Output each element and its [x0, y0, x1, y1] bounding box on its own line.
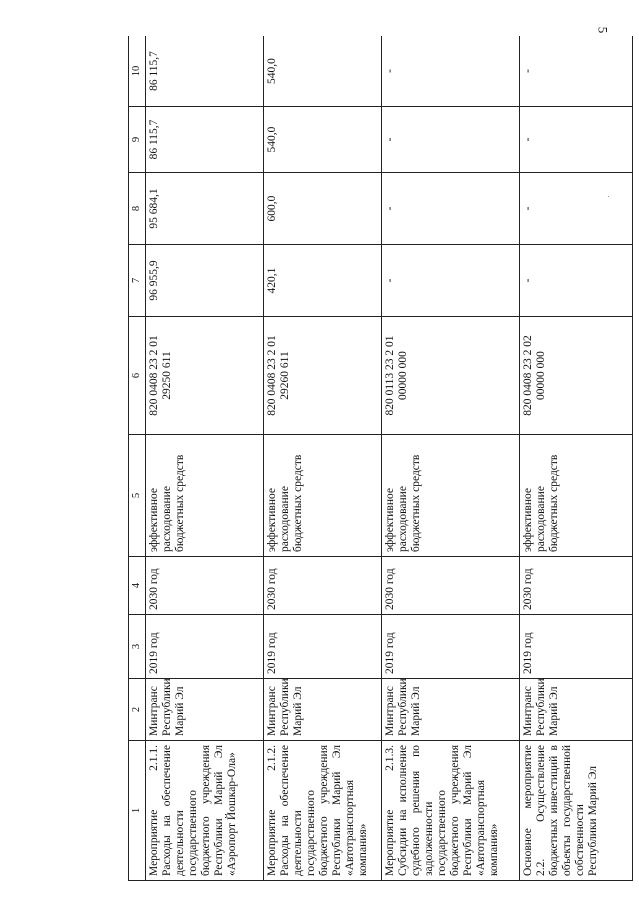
header-cell-5: 5	[129, 435, 146, 557]
result-cell: эффективное расходование бюджетных средств	[264, 435, 382, 557]
table-row	[520, 36, 633, 881]
result-cell: эффективное расходование бюджетных средств	[520, 435, 633, 557]
event-cell: Основное мероприятие 2.2. Осуществление бюджетных инвестиций в объекты государственной собственности Республики Марий Эл	[520, 741, 633, 881]
executor-cell: Минтранс Республики Марий Эл	[520, 679, 633, 741]
value-cell-8: 95 684,1	[146, 173, 264, 245]
value-cell-8: -	[382, 173, 520, 245]
event-cell: Мероприятие 2.1.3. Субсидии на исполнение судебного решения по задолженности государственного бюджетного учреждения Республики Марий Эл «Автотранспортная компания»	[382, 741, 520, 881]
end-cell: 2030 год	[382, 557, 520, 615]
table-row	[382, 36, 520, 881]
value-cell-10: -	[520, 36, 633, 107]
header-cell-4: 4	[129, 557, 146, 615]
header-cell-3: 3	[129, 615, 146, 679]
rotated-table-wrapper	[128, 36, 633, 881]
result-cell: эффективное расходование бюджетных средств	[146, 435, 264, 557]
executor-cell: Минтранс Республики Марий Эл	[382, 679, 520, 741]
value-cell-9: 540,0	[264, 107, 382, 173]
header-cell-10: 10	[129, 36, 146, 107]
code-cell: 820 0408 23 2 01 29250 611	[146, 317, 264, 435]
code-cell: 820 0113 23 2 01 00000 000	[382, 317, 520, 435]
result-cell: эффективное расходование бюджетных средств	[382, 435, 520, 557]
code-cell: 820 0408 23 2 02 00000 000	[520, 317, 633, 435]
end-cell: 2030 год	[264, 557, 382, 615]
scan-speck	[608, 196, 609, 197]
value-cell-9: -	[520, 107, 633, 173]
header-row	[129, 36, 146, 881]
value-cell-7: -	[520, 245, 633, 317]
page-number: 5	[594, 26, 610, 34]
value-cell-10: 540,0	[264, 36, 382, 107]
start-cell: 2019 год	[146, 615, 264, 679]
header-cell-8: 8	[129, 173, 146, 245]
value-cell-10: -	[382, 36, 520, 107]
budget-table	[128, 36, 633, 881]
executor-cell: Минтранс Республики Марий Эл	[264, 679, 382, 741]
value-cell-7: -	[382, 245, 520, 317]
value-cell-7: 96 955,9	[146, 245, 264, 317]
event-cell: Мероприятие 2.1.2. Расходы на обеспечение деятельности государственного бюджетного учреждения Республики Марий Эл «Автотранспортная компания»	[264, 741, 382, 881]
header-cell-6: 6	[129, 317, 146, 435]
header-cell-7: 7	[129, 245, 146, 317]
value-cell-9: -	[382, 107, 520, 173]
header-cell-2: 2	[129, 679, 146, 741]
start-cell: 2019 год	[382, 615, 520, 679]
event-cell: Мероприятие 2.1.1. Расходы на обеспечение деятельности государственного бюджетного учреждения Республики Марий Эл «Аэропорт Йошкар-Ола»	[146, 741, 264, 881]
start-cell: 2019 год	[520, 615, 633, 679]
end-cell: 2030 год	[520, 557, 633, 615]
end-cell: 2030 год	[146, 557, 264, 615]
start-cell: 2019 год	[264, 615, 382, 679]
table-frame	[128, 36, 633, 881]
value-cell-8: 600,0	[264, 173, 382, 245]
header-cell-1: 1	[129, 741, 146, 881]
value-cell-10: 86 115,7	[146, 36, 264, 107]
header-cell-9: 9	[129, 107, 146, 173]
code-cell: 820 0408 23 2 01 29260 611	[264, 317, 382, 435]
table-row	[264, 36, 382, 881]
value-cell-8: -	[520, 173, 633, 245]
value-cell-7: 420,1	[264, 245, 382, 317]
table-row	[146, 36, 264, 881]
executor-cell: Минтранс Республики Марий Эл	[146, 679, 264, 741]
value-cell-9: 86 115,7	[146, 107, 264, 173]
